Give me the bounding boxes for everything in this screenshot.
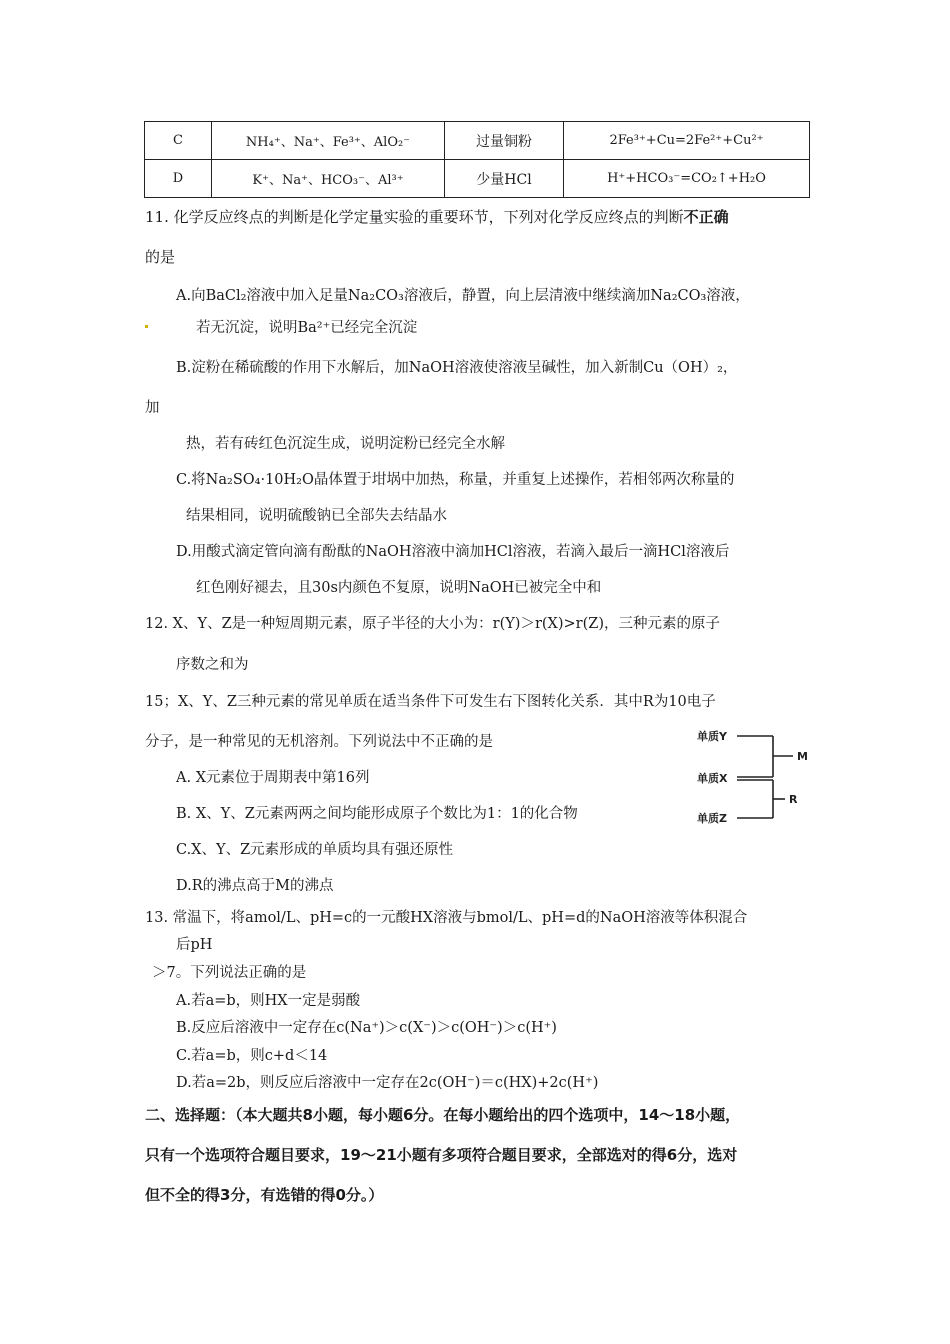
diagram-bracket-m [737,736,793,777]
q11-option-b: B.淀粉在稀硫酸的作用下水解后，加NaOH溶液使溶液呈碱性，加入新制Cu（OH）₂， [176,360,738,376]
q12-option-d: D.R的沸点高于M的沸点 [176,878,334,894]
section-2-heading-2: 只有一个选项符合题目要求，19～21小题有多项符合题目要求，全部选对的得6分，选对 [145,1146,738,1164]
row-label: C [145,122,212,160]
q11-option-b-cont: 热，若有砖红色沉淀生成，说明淀粉已经完全水解 [186,436,505,452]
section-2-heading-3: 但不全的得3分，有选错的得0分。） [145,1186,384,1204]
ion-list: NH₄⁺、Na⁺、Fe³⁺、AlO₂⁻ [212,122,445,160]
diagram-label-x: 单质X [697,772,728,785]
q11-option-c: C.将Na₂SO₄·10H₂O晶体置于坩埚中加热，称量，并重复上述操作，若相邻两次称量的 [176,472,735,488]
q11-option-a: A.向BaCl₂溶液中加入足量Na₂CO₃溶液后，静置，向上层清液中继续滴加Na₂CO₃溶液， [176,288,750,304]
q13-stem-2: 后pH [176,937,213,953]
q11-option-d: D.用酸式滴定管向滴有酚酞的NaOH溶液中滴加HCl溶液，若滴入最后一滴HCl溶液后 [176,544,730,560]
q12-option-c: C.X、Y、Z元素形成的单质均具有强还原性 [176,842,454,858]
section-2-heading-1: 二、选择题：（本大题共8小题，每小题6分。在每小题给出的四个选项中，14～18小题， [145,1106,741,1124]
row-label: D [145,160,212,198]
table-row [145,122,810,160]
q13-option-b: B.反应后溶液中一定存在c(Na⁺)＞c(X⁻)＞c(OH⁻)＞c(H⁺) [176,1020,557,1036]
q11-stem-text: 11. 化学反应终点的判断是化学定量实验的重要环节，下列对化学反应终点的判断 [145,208,684,226]
reagent: 过量铜粉 [445,122,564,160]
diagram-label-z: 单质Z [697,812,727,825]
equation: 2Fe³⁺+Cu=2Fe²⁺+Cu²⁺ [564,122,810,160]
q11-stem-emphasis: 不正确 [683,208,729,226]
q11-option-b-wrap: 加 [145,400,160,416]
q13-stem-1: 13. 常温下，将amol/L、pH=c的一元酸HX溶液与bmol/L、pH=d的NaOH溶液等体积混合 [145,910,748,926]
diagram-bracket-r [737,780,785,818]
q13-option-a: A.若a=b，则HX一定是弱酸 [176,993,361,1009]
diagram-label-m: M [797,750,808,763]
q12-stem-1: 12. X、Y、Z是一种短周期元素，原子半径的大小为：r(Y)＞r(X)>r(Z)，三种元素的原子 [145,616,720,632]
q11-option-c-cont: 结果相同，说明硫酸钠已全部失去结晶水 [186,508,447,524]
q12-stem-3: 15；X、Y、Z三种元素的常见单质在适当条件下可发生右下图转化关系．其中R为10电子 [145,694,716,710]
q12-option-b: B. X、Y、Z元素两两之间均能形成原子个数比为1：1的化合物 [176,806,578,822]
q11-stem-end: 的是 [145,248,176,266]
q11-option-a-cont: 若无沉淀，说明Ba²⁺已经完全沉淀 [196,320,418,336]
conversion-diagram [695,722,825,832]
diagram-label-y: 单质Y [697,730,727,743]
q12-option-a: A. X元素位于周期表中第16列 [176,770,370,786]
q13-stem-3: ＞7。下列说法正确的是 [152,965,307,981]
q12-stem-2: 序数之和为 [176,657,249,673]
q11-stem [145,206,729,227]
q13-option-c: C.若a=b，则c+d＜14 [176,1048,328,1064]
q12-stem-4: 分子，是一种常见的无机溶剂。下列说法中不正确的是 [145,734,493,750]
reagent: 少量HCl [445,160,564,198]
equation: H⁺+HCO₃⁻=CO₂↑+H₂O [564,160,810,198]
reaction-table [144,121,810,198]
table-row [145,160,810,198]
q11-option-d-cont: 红色刚好褪去，且30s内颜色不复原，说明NaOH已被完全中和 [196,580,602,596]
q13-option-d: D.若a=2b，则反应后溶液中一定存在2c(OH⁻)＝c(HX)+2c(H⁺) [176,1075,599,1091]
diagram-label-r: R [789,793,798,806]
ion-list: K⁺、Na⁺、HCO₃⁻、Al³⁺ [212,160,445,198]
stray-mark [145,325,148,328]
